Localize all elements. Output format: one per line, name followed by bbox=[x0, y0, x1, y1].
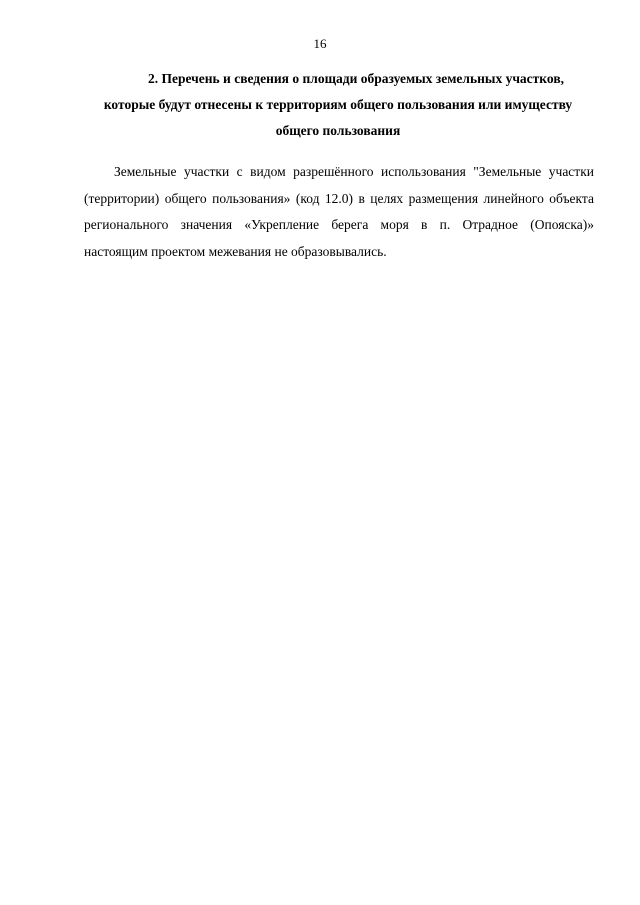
heading-line: общего пользования bbox=[275, 123, 401, 138]
page-number: 16 bbox=[313, 36, 327, 51]
heading-line: которые будут отнесены к территориям общего пользования или имуществу bbox=[103, 97, 573, 112]
paragraph-line: настоящим проектом межевания не образовывались. bbox=[84, 243, 387, 259]
paragraph-line: регионального значения «Укрепление берега моря в п. Отрадное (Опояска)» bbox=[84, 217, 594, 232]
body-paragraph bbox=[84, 159, 594, 265]
section-heading bbox=[84, 66, 592, 144]
paragraph-line: Земельные участки с видом разрешённого использования "Земельные участки bbox=[114, 164, 594, 179]
paragraph-line: (территории) общего пользования» (код 12.0) в целях размещения линейного объекта bbox=[84, 190, 594, 206]
heading-line: 2. Перечень и сведения о площади образуемых земельных участков, bbox=[148, 71, 564, 86]
